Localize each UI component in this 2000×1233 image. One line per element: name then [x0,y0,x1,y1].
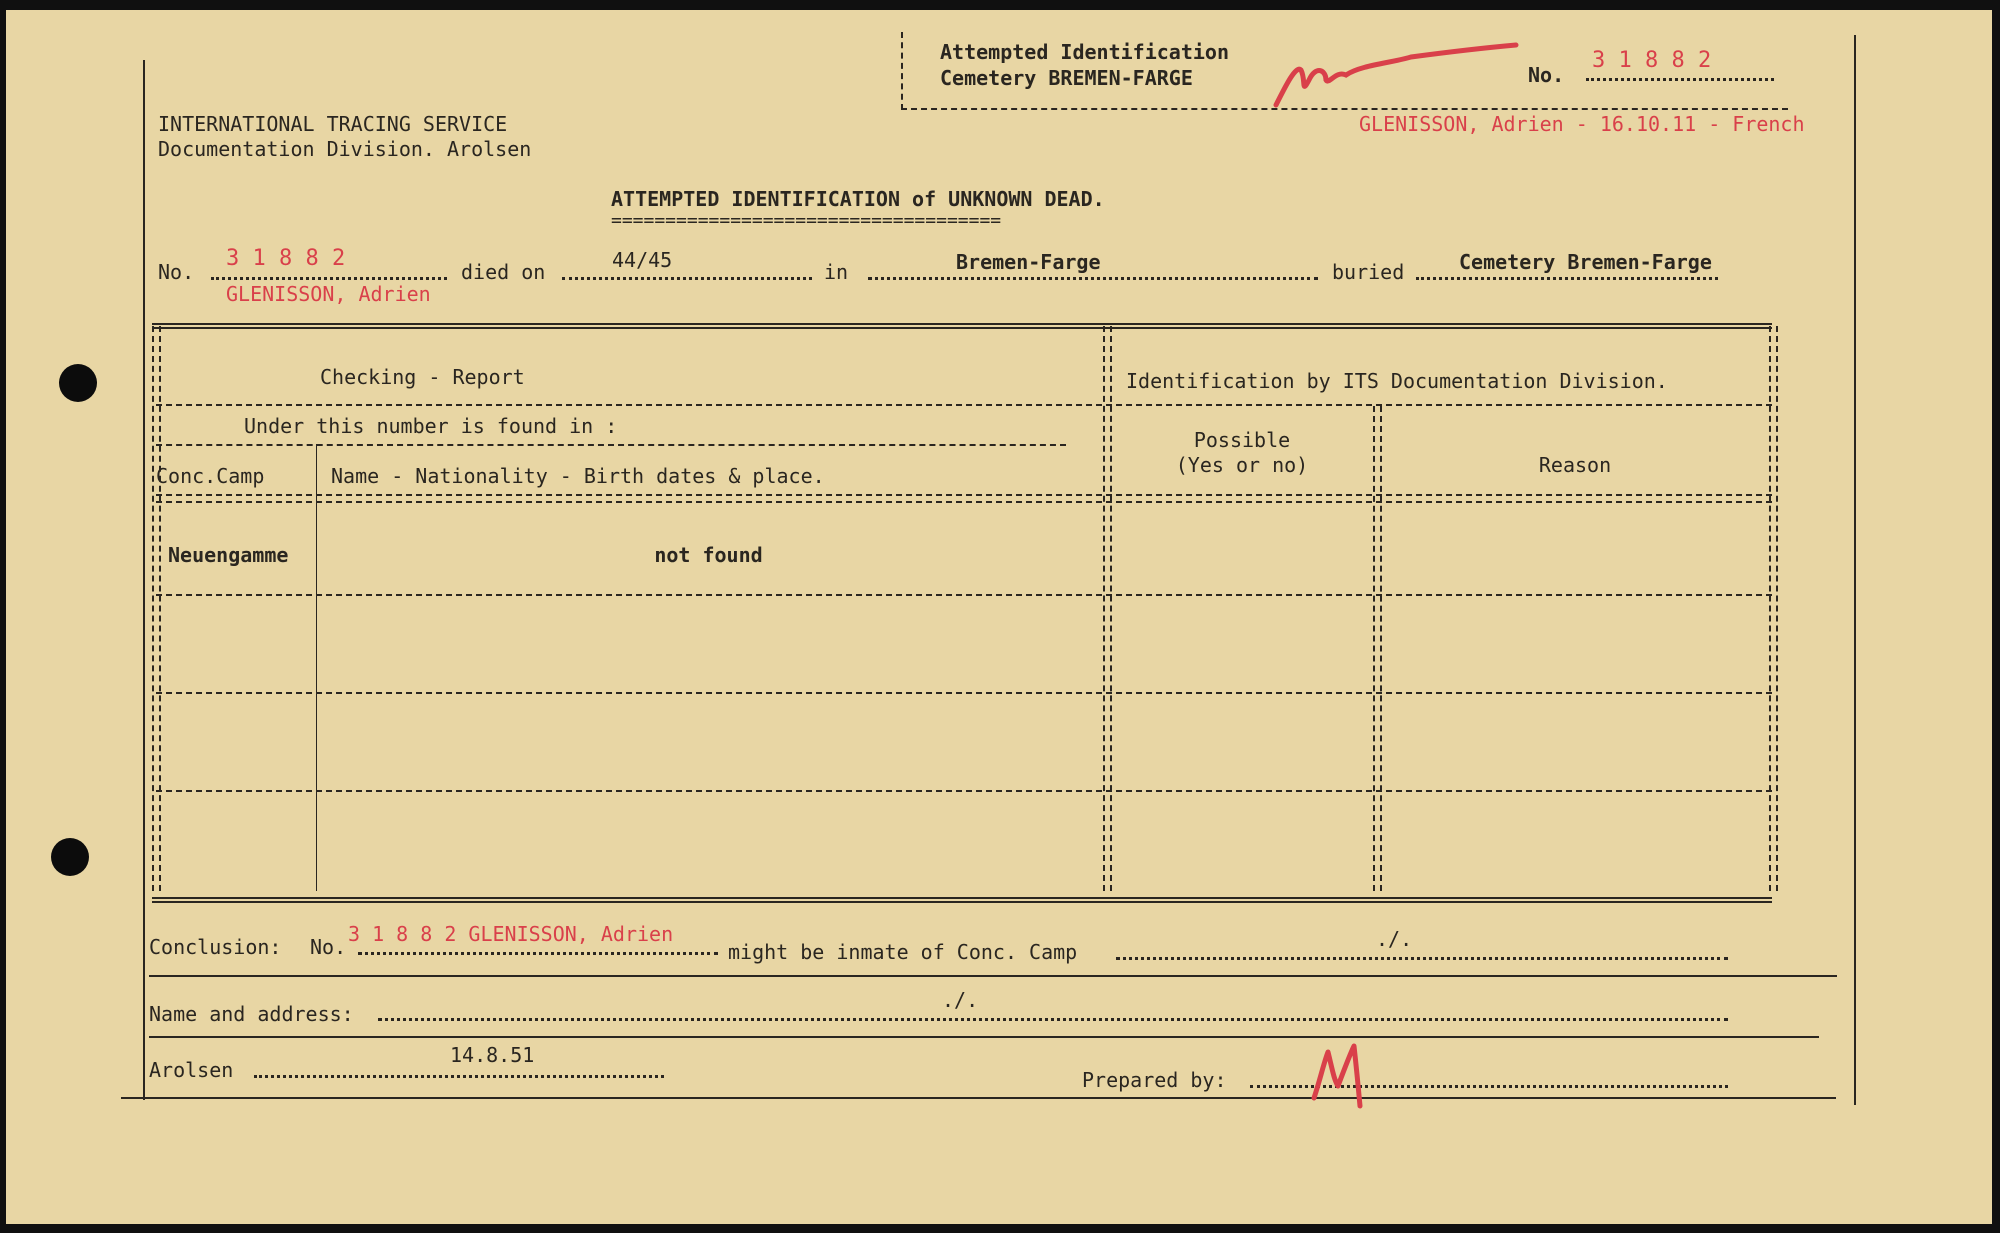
arolsen-label: Arolsen [149,1058,234,1082]
name-address-value: ./. [942,988,979,1012]
table-right-border [1769,326,1778,891]
header-box-line1: Attempted Identification [940,40,1229,64]
record-no-label: No. [158,260,195,284]
header-box-line2: Cemetery BREMEN-FARGE [940,66,1193,90]
table-rule-columns [156,494,1772,503]
red-initial-signature [1306,1040,1376,1110]
in-dots [868,277,1318,280]
right-frame-line [1854,35,1856,1105]
camp-value: ./. [1376,927,1413,951]
conclusion-red-value: 3 1 8 8 2 GLENISSON, Adrien [348,922,674,946]
might-be-text: might be inmate of Conc. Camp [728,940,1078,964]
header-red-name-line: GLENISSON, Adrien - 16.10.11 - French [1359,112,1805,136]
table-row-rule-2 [156,692,1772,694]
identification-heading: Identification by ITS Documentation Division. [1126,369,1668,393]
checking-report-heading: Checking - Report [320,365,525,389]
buried-value: Cemetery Bremen-Farge [1459,250,1712,274]
table-divider-camp [316,444,317,891]
page-title: ATTEMPTED IDENTIFICATION of UNKNOWN DEAD. [611,187,1105,211]
died-dots [562,277,812,280]
died-value: 44/45 [612,248,673,272]
table-rule-under-number [156,444,1066,446]
col-name-header: Name - Nationality - Birth dates & place. [331,464,825,488]
col-reason-header: Reason [1538,453,1612,477]
table-rule-header [156,404,1772,406]
name-address-rule [149,1036,1819,1038]
prepared-by-label: Prepared by: [1082,1068,1227,1092]
conclusion-rule [149,975,1837,977]
table-row-rule-1 [156,594,1772,596]
died-label: died on [461,260,546,284]
in-value: Bremen-Farge [956,250,1101,274]
camp-dots [1116,957,1728,960]
col-camp-header: Conc.Camp [156,464,265,488]
name-address-dots [378,1018,1728,1021]
table-left-border [152,326,161,891]
buried-label: buried [1332,260,1405,284]
punch-hole-top [59,364,97,402]
record-red-name: GLENISSON, Adrien [226,282,431,306]
table-row-rule-3 [156,790,1772,792]
table-divider-main [1103,326,1112,891]
left-frame-line [143,60,145,1100]
page-title-underline: ==================================== [611,210,1002,231]
conclusion-no-dots [358,952,718,955]
header-no-dots [1586,78,1774,81]
date-value: 14.8.51 [450,1043,535,1067]
header-no-label: No. [1528,63,1565,87]
punch-hole-bottom [51,838,89,876]
header-no-value: 3 1 8 8 2 [1592,48,1712,73]
table-divider-reason [1373,406,1382,891]
conclusion-no-label: No. [310,935,347,959]
arolsen-dots [254,1075,664,1078]
row1-name: not found [654,543,763,567]
row1-camp: Neuengamme [168,543,289,567]
red-signature-scribble [1271,35,1521,115]
conclusion-label: Conclusion: [149,935,282,959]
identification-card [6,10,1992,1224]
in-label: in [824,260,849,284]
buried-dots [1416,277,1718,280]
under-number-text: Under this number is found in : [244,414,618,438]
bottom-frame-line [121,1097,1836,1099]
record-no-value: 3 1 8 8 2 [226,246,346,271]
org-line2: Documentation Division. Arolsen [158,137,532,161]
record-no-dots [211,277,447,280]
col-possible-header-2: (Yes or no) [1175,453,1309,477]
name-address-label: Name and address: [149,1002,354,1026]
org-line1: INTERNATIONAL TRACING SERVICE [158,112,508,136]
col-possible-header-1: Possible [1193,428,1291,452]
table-outer-border [152,323,1772,903]
